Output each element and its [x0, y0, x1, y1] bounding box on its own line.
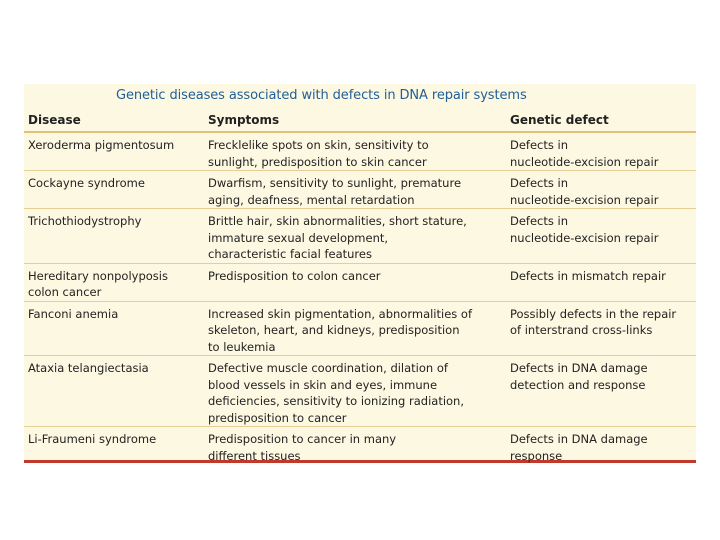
disease-cell: Hereditary nonpolyposis colon cancer: [24, 263, 204, 301]
table-title: Genetic diseases associated with defects in DNA repair systems: [116, 88, 527, 103]
symptoms-cell: Dwarfism, sensitivity to sunlight, premature aging, deafness, mental retardation: [204, 171, 506, 209]
symptoms-cell: Increased skin pigmentation, abnormalities of skeleton, heart, and kidneys, predisposition to leukemia: [204, 301, 506, 356]
header-symptoms: Symptoms: [204, 109, 506, 132]
disease-cell: Fanconi anemia: [24, 301, 204, 356]
symptoms-cell: Predisposition to cancer in many different tissues: [208, 432, 397, 463]
table-row: [24, 356, 696, 427]
table-row: [24, 209, 696, 264]
defect-cell: Defects in nucleotide-excision repair: [506, 132, 696, 171]
table-row: [24, 171, 696, 209]
header-disease: Disease: [24, 109, 204, 132]
table-panel: [24, 84, 696, 463]
symptoms-cell: Predisposition to colon cancer: [204, 263, 506, 301]
defect-cell: Defects in nucleotide-excision repair: [506, 209, 696, 264]
disease-cell: Trichothiodystrophy: [24, 209, 204, 264]
disease-table: [24, 109, 696, 464]
table-row: [24, 301, 696, 356]
disease-cell: Cockayne syndrome: [24, 171, 204, 209]
defect-cell: Defects in nucleotide-excision repair: [506, 171, 696, 209]
disease-cell: Xeroderma pigmentosum: [24, 132, 204, 171]
table-row: [24, 427, 696, 465]
defect-cell: Defects in mismatch repair: [506, 263, 696, 301]
defect-cell: Defects in DNA damage response: [510, 432, 648, 463]
header-row: [24, 109, 696, 132]
table-row: [24, 263, 696, 301]
disease-cell: Li-Fraumeni syndrome: [28, 432, 157, 446]
header-genetic-defect: Genetic defect: [506, 109, 696, 132]
symptoms-cell: Brittle hair, skin abnormalities, short stature, immature sexual development, characteristic facial features: [204, 209, 506, 264]
defect-cell: Possibly defects in the repair of interstrand cross-links: [506, 301, 696, 356]
symptoms-cell: Frecklelike spots on skin, sensitivity to sunlight, predisposition to skin cancer: [204, 132, 506, 171]
disease-cell: Ataxia telangiectasia: [24, 356, 204, 427]
symptoms-cell: Defective muscle coordination, dilation of blood vessels in skin and eyes, immune deficiencies, sensitivity to ionizing radiation, predisposition to cancer: [204, 356, 506, 427]
defect-cell: Defects in DNA damage detection and response: [506, 356, 696, 427]
table-row: [24, 132, 696, 171]
